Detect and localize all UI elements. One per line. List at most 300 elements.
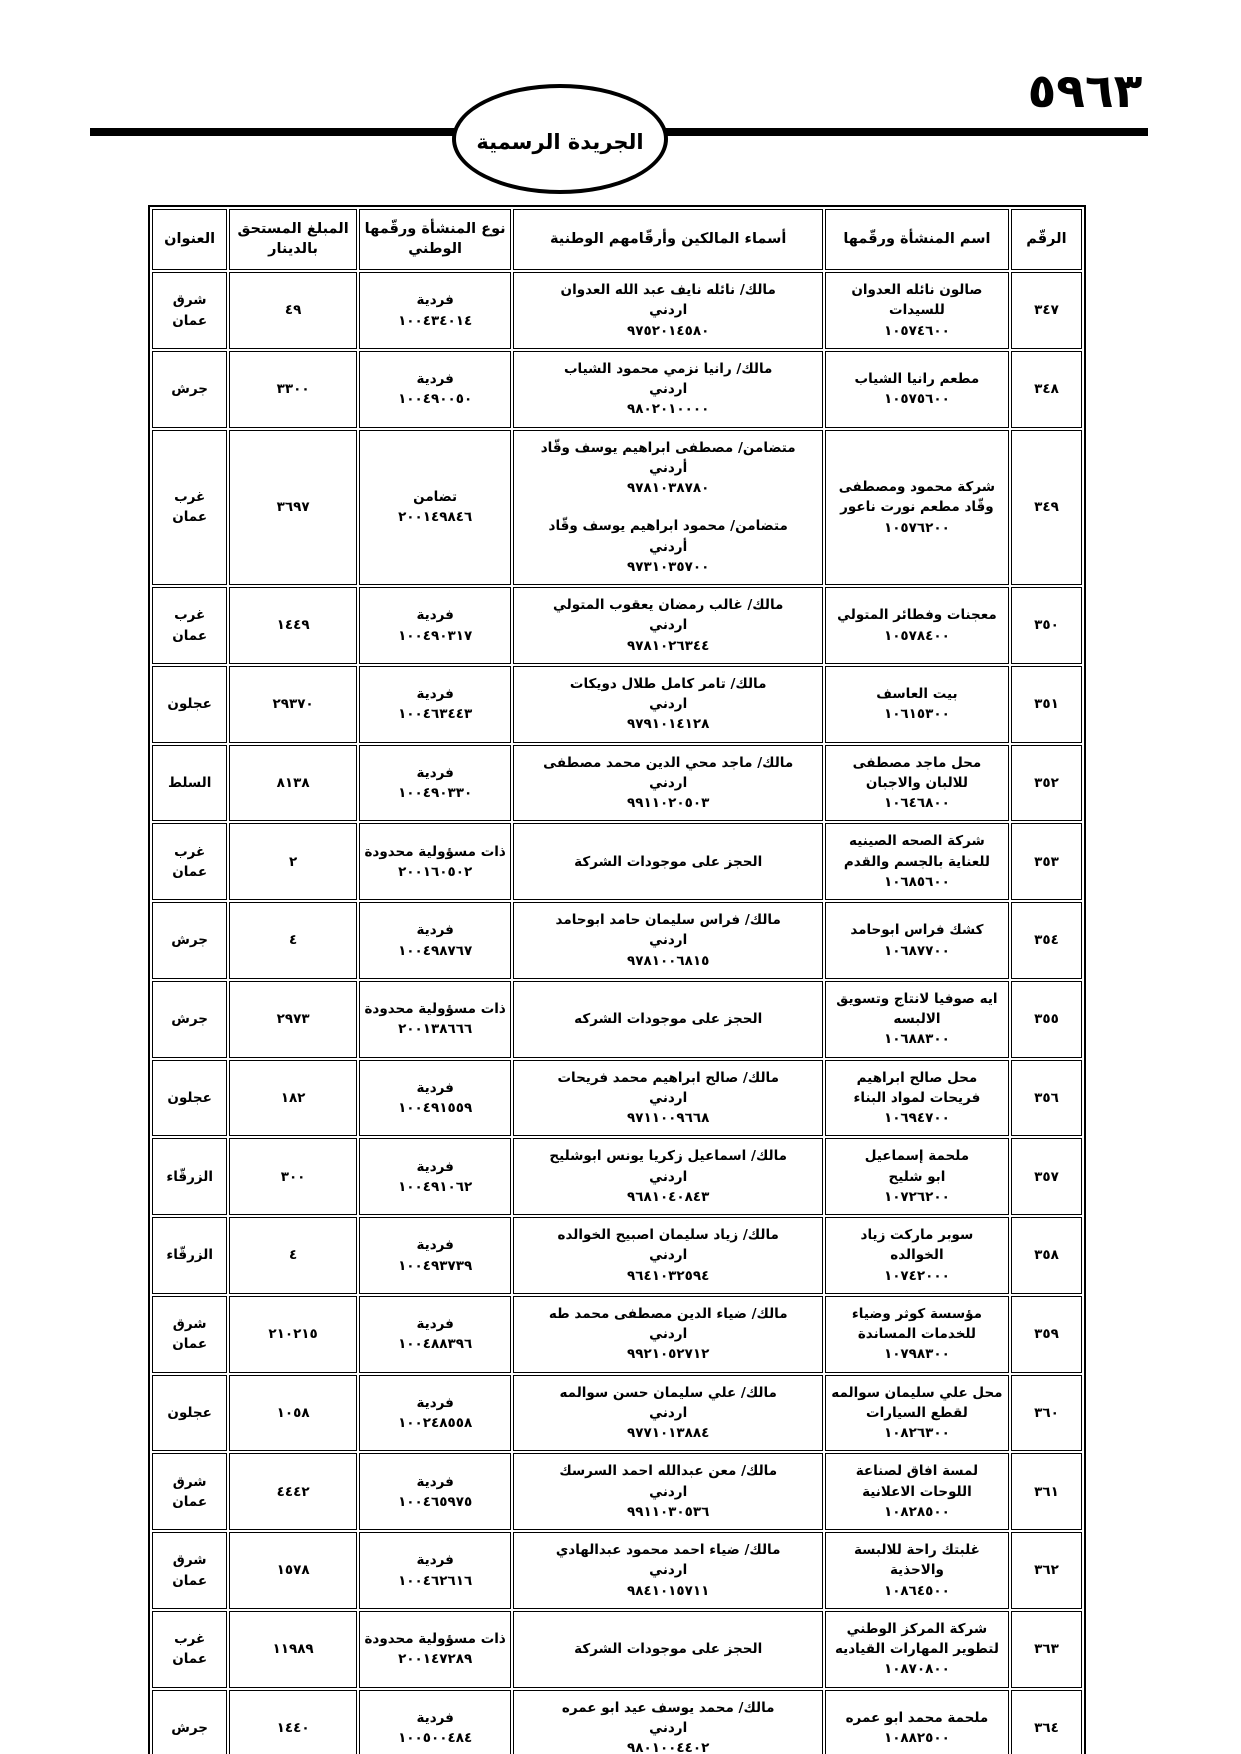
cell-entity_type — [359, 1296, 512, 1373]
cell-owners — [513, 1138, 822, 1215]
cell-line: ٢٩٧٣ — [276, 1011, 310, 1028]
table-row — [152, 351, 1082, 428]
cell-line: مالك/ نائله نايف عبد الله العدوان — [560, 282, 776, 299]
cell-line: اردني — [649, 1247, 688, 1264]
cell-line: ٣٦١ — [1034, 1483, 1059, 1500]
cell-line: ١٠٠٤٩٨٧٦٧ — [398, 942, 473, 959]
cell-line: ذات مسؤولية محدودة — [364, 1631, 506, 1647]
cell-line: ٩٨٠٢٠١٠٠٠٠ — [626, 401, 710, 418]
table-row — [152, 1690, 1082, 1754]
cell-line: اردني — [649, 1089, 688, 1106]
cell-line: أردني — [649, 459, 688, 476]
cell-line: مالك/ علي سليمان حسن سوالمه — [559, 1384, 777, 1401]
registry-table-header-row — [152, 209, 1082, 270]
cell-address — [152, 272, 227, 349]
cell-line: ١٠٨٢٦٣٠٠ — [883, 1425, 950, 1442]
cell-owners — [513, 1296, 822, 1373]
cell-line: ٩٨٠١٠٠٤٤٠٢ — [626, 1740, 710, 1754]
cell-establishment — [825, 902, 1009, 979]
cell-line: اردني — [649, 932, 688, 949]
cell-owners — [513, 1375, 822, 1452]
cell-line: ٣٥٥ — [1034, 1011, 1059, 1028]
cell-entity_type — [359, 981, 512, 1058]
cell-amount_jd — [229, 351, 357, 428]
cell-number — [1011, 272, 1082, 349]
column-header-2: أسماء المالكين وأرقّامهم الوطنية — [513, 209, 822, 270]
cell-line: شرق — [172, 292, 207, 309]
page-number: ٥٩٦٣ — [1027, 64, 1143, 119]
cell-entity_type — [359, 823, 512, 900]
cell-line: الحجز على موجودات الشركة — [574, 853, 763, 870]
cell-owners — [513, 272, 822, 349]
cell-amount_jd — [229, 1060, 357, 1137]
cell-line: ١٠٨٦٤٥٠٠ — [883, 1582, 950, 1599]
cell-entity_type — [359, 745, 512, 822]
cell-line: ذات مسؤولية محدودة — [364, 843, 506, 860]
cell-line: اردني — [649, 302, 688, 319]
cell-line: ٣٥٩ — [1034, 1326, 1059, 1343]
cell-line: ١٠٠٤٩٠٣١٧ — [398, 627, 473, 644]
column-header-0: الرقّم — [1011, 209, 1082, 270]
cell-line: ١٠٠٤٩١٥٥٩ — [398, 1100, 473, 1116]
cell-line: ٣٦٣ — [1034, 1641, 1059, 1658]
table-row — [152, 823, 1082, 900]
cell-owners — [513, 666, 822, 743]
cell-amount_jd — [229, 666, 357, 743]
cell-establishment — [825, 430, 1009, 586]
cell-line: ٣٠٠ — [280, 1168, 306, 1185]
cell-line: مالك/ غالب رمضان يعقوب المتولي — [553, 597, 784, 614]
cell-establishment — [825, 1375, 1009, 1452]
cell-number — [1011, 1138, 1082, 1215]
cell-line: مالك/ صالح ابراهيم محمد فريحات — [557, 1069, 779, 1086]
cell-line: ١٠٧٢٦٢٠٠ — [883, 1188, 950, 1205]
cell-line: الحجز على موجودات الشركه — [574, 1011, 763, 1028]
table-row — [152, 902, 1082, 979]
cell-establishment — [825, 1060, 1009, 1137]
cell-amount_jd — [229, 272, 357, 349]
table-row — [152, 666, 1082, 743]
cell-line: ٢٩٣٧٠ — [272, 696, 314, 713]
cell-line: ١٠٥٧٥٦٠٠ — [883, 391, 950, 408]
cell-line: لتطوير المهارات القياديه — [834, 1641, 999, 1658]
cell-number — [1011, 1453, 1082, 1530]
table-row — [152, 1453, 1082, 1530]
cell-line: ٣٥٠ — [1034, 617, 1059, 634]
cell-line: ٩٩١١٠٢٠٥٠٣ — [626, 795, 710, 812]
cell-line: ١٠٠٤٩٣٧٣٩ — [398, 1257, 473, 1274]
cell-establishment — [825, 1217, 1009, 1294]
cell-number — [1011, 1375, 1082, 1452]
cell-line: مالك/ تامر كامل طلال دويكات — [569, 675, 767, 692]
cell-address — [152, 981, 227, 1058]
cell-line: عجلون — [167, 696, 212, 713]
cell-line: فردية — [416, 292, 454, 309]
cell-entity_type — [359, 587, 512, 664]
cell-line: فردية — [416, 1709, 454, 1726]
table-row — [152, 1296, 1082, 1373]
cell-line: ٩٧٥٢٠١٤٥٨٠ — [626, 322, 710, 339]
cell-line: فردية — [416, 686, 454, 702]
cell-owners — [513, 1690, 822, 1754]
cell-line: غرب — [174, 843, 206, 860]
cell-line: ١٠٦١٥٣٠٠ — [883, 706, 950, 723]
cell-line: للعناية بالجسم والقدم — [843, 853, 991, 870]
cell-line: عمان — [172, 1572, 208, 1589]
cell-line: كشك فراس ابوحامد — [850, 922, 984, 939]
cell-address — [152, 666, 227, 743]
cell-address — [152, 1375, 227, 1452]
gazette-seal — [452, 84, 668, 194]
column-header-3: نوع المنشأة ورقّمها الوطني — [359, 209, 512, 270]
cell-line: اردني — [649, 1562, 688, 1579]
cell-line: ٩٨٤١٠١٥٧١١ — [626, 1582, 710, 1599]
cell-line: ٣٥٤ — [1034, 932, 1059, 949]
cell-line: ١٠٠٥٠٠٤٨٤ — [398, 1730, 473, 1746]
cell-number — [1011, 1217, 1082, 1294]
cell-line: مالك/ زياد سليمان اصبيح الخوالده — [557, 1227, 779, 1244]
cell-line: مالك/ فراس سليمان حامد ابوحامد — [555, 912, 781, 929]
cell-line: فردية — [416, 1158, 454, 1175]
cell-establishment — [825, 981, 1009, 1058]
cell-line: ٤٩ — [284, 302, 302, 319]
cell-owners — [513, 587, 822, 664]
cell-amount_jd — [229, 981, 357, 1058]
cell-line: ٢٠٠١٣٨٦٦٦ — [398, 1021, 473, 1038]
cell-number — [1011, 430, 1082, 586]
cell-line: عمان — [172, 312, 208, 329]
cell-line: ١٠٨٢٨٥٠٠ — [883, 1503, 950, 1520]
cell-entity_type — [359, 1532, 512, 1609]
cell-line: بيت العاسف — [876, 686, 958, 702]
cell-line: مالك/ محمد يوسف عيد ابو عمره — [561, 1699, 775, 1716]
cell-line: ٤ — [288, 1247, 298, 1264]
cell-entity_type — [359, 1453, 512, 1530]
cell-establishment — [825, 1138, 1009, 1215]
cell-owners — [513, 745, 822, 822]
cell-number — [1011, 1060, 1082, 1137]
cell-line: ٣٥٦ — [1034, 1089, 1059, 1106]
cell-line: للالبان والاجبان — [865, 774, 968, 791]
cell-amount_jd — [229, 902, 357, 979]
cell-line: شرق — [172, 1316, 207, 1332]
cell-establishment — [825, 1611, 1009, 1688]
cell-amount_jd — [229, 1690, 357, 1754]
table-row — [152, 430, 1082, 586]
cell-line: متضامن/ محمود ابراهيم يوسف وقّاد — [548, 518, 788, 535]
cell-number — [1011, 351, 1082, 428]
cell-establishment — [825, 587, 1009, 664]
cell-line: شركة المركز الوطني — [846, 1620, 988, 1637]
cell-line: ١٠٧٩٨٣٠٠ — [883, 1346, 950, 1363]
cell-owners — [513, 823, 822, 900]
cell-line: عمان — [172, 1651, 208, 1668]
cell-number — [1011, 1690, 1082, 1754]
cell-line: مالك/ ضياء الدين مصطفى محمد طه — [548, 1305, 788, 1322]
cell-owners — [513, 430, 822, 586]
cell-establishment — [825, 666, 1009, 743]
cell-line: ١٠٦٨٧٧٠٠ — [883, 942, 950, 959]
cell-line: ٣٥٧ — [1034, 1168, 1059, 1185]
table-row — [152, 587, 1082, 664]
gazette-title: الجريدة الرسمية — [476, 130, 644, 154]
cell-line: ابو شليح — [888, 1168, 946, 1185]
cell-line: جرش — [171, 932, 209, 949]
cell-line: الالبسه — [893, 1011, 941, 1028]
cell-line: ١٠٦٨٥٦٠٠ — [883, 873, 950, 890]
cell-line: ٩٧٣١٠٣٥٧٠٠ — [626, 558, 710, 575]
cell-line: لمسة افاق لصناعة — [855, 1463, 979, 1480]
cell-amount_jd — [229, 1532, 357, 1609]
cell-line: اردني — [649, 774, 688, 791]
cell-line: فردية — [416, 1316, 454, 1332]
cell-address — [152, 745, 227, 822]
cell-line: ملحمة محمد ابو عمره — [845, 1709, 989, 1726]
cell-line: الخوالده — [890, 1247, 944, 1264]
cell-line: ١٠٠٤٣٤٠١٤ — [398, 312, 473, 329]
cell-line: محل علي سليمان سوالمه — [831, 1384, 1003, 1401]
cell-line: الحجز على موجودات الشركة — [574, 1641, 763, 1658]
cell-line: ١٥٧٨ — [276, 1562, 310, 1579]
cell-amount_jd — [229, 823, 357, 900]
cell-address — [152, 1217, 227, 1294]
cell-amount_jd — [229, 430, 357, 586]
cell-line: مالك/ ضياء احمد محمود عبدالهادي — [555, 1542, 781, 1559]
cell-amount_jd — [229, 1375, 357, 1452]
cell-owners — [513, 902, 822, 979]
cell-line: ١٠٠٤٦٢٦١٦ — [398, 1572, 473, 1589]
cell-line: فردية — [416, 922, 454, 939]
cell-number — [1011, 666, 1082, 743]
cell-line: مالك/ رانيا نزمي محمود الشياب — [563, 360, 773, 377]
cell-line: ١٠٦٨٨٣٠٠ — [883, 1031, 950, 1048]
cell-line: ١٠٧٤٢٠٠٠ — [883, 1267, 950, 1284]
cell-line: شرق — [172, 1473, 207, 1490]
cell-line: ٩٧٨١٠٢٦٣٤٤ — [626, 637, 710, 654]
cell-line: مالك/ ماجد محي الدين محمد مصطفى — [543, 754, 794, 771]
cell-line: مالك/ اسماعيل زكريا يونس ابوشليح — [549, 1148, 788, 1165]
cell-line: جرش — [171, 1719, 209, 1736]
cell-line: السلط — [167, 774, 212, 791]
cell-owners — [513, 981, 822, 1058]
registry-table-wrap — [148, 205, 1086, 1754]
cell-address — [152, 587, 227, 664]
cell-line: ٩٧٨١٠٠٦٨١٥ — [626, 952, 710, 969]
cell-line: الزرقّاء — [166, 1168, 213, 1185]
cell-amount_jd — [229, 1453, 357, 1530]
owner-separator — [517, 498, 818, 516]
cell-line: اردني — [649, 1483, 688, 1500]
cell-line: ايه صوفيا لانتاج وتسويق — [836, 990, 998, 1007]
table-row — [152, 1532, 1082, 1609]
cell-number — [1011, 902, 1082, 979]
cell-address — [152, 1453, 227, 1530]
cell-line: ٣٦٩٧ — [276, 499, 310, 516]
cell-number — [1011, 1296, 1082, 1373]
cell-line: ١٠٦٩٤٧٠٠ — [883, 1110, 950, 1127]
cell-address — [152, 902, 227, 979]
cell-address — [152, 1611, 227, 1688]
cell-line: فردية — [416, 1394, 454, 1411]
cell-line: سوبر ماركت زياد — [860, 1227, 974, 1244]
cell-line: صالون نائله العدوان — [851, 282, 983, 299]
cell-entity_type — [359, 1060, 512, 1137]
cell-line: ٨١٣٨ — [276, 774, 310, 791]
cell-line: ١٠٥٨ — [276, 1404, 310, 1421]
cell-line: شرق — [172, 1552, 207, 1569]
cell-line: ١٠٥٧٨٤٠٠ — [883, 627, 950, 644]
cell-amount_jd — [229, 1217, 357, 1294]
cell-line: محل صالح ابراهيم — [856, 1069, 978, 1086]
cell-address — [152, 1690, 227, 1754]
cell-amount_jd — [229, 587, 357, 664]
cell-line: ١٤٤٩ — [276, 617, 310, 634]
cell-line: غلبتك راحة للالبسة — [853, 1542, 980, 1559]
cell-line: ٩٩١١٠٣٠٥٣٦ — [626, 1503, 710, 1520]
cell-line: جرش — [171, 381, 209, 398]
cell-entity_type — [359, 351, 512, 428]
cell-number — [1011, 745, 1082, 822]
cell-line: وقّاد مطعم نورت ناعور — [840, 499, 994, 516]
cell-line: ١٠٠٤٦٥٩٧٥ — [398, 1493, 473, 1510]
cell-line: ٩٩٢١٠٥٢٧١٢ — [626, 1346, 710, 1363]
cell-entity_type — [359, 902, 512, 979]
cell-amount_jd — [229, 745, 357, 822]
cell-line: جرش — [171, 1011, 209, 1028]
cell-address — [152, 430, 227, 586]
cell-line: ٤ — [288, 932, 298, 949]
cell-line: غرب — [174, 489, 206, 506]
column-header-4: المبلغ المستحق بالدينار — [229, 209, 357, 270]
cell-line: ذات مسؤولية محدودة — [364, 1001, 506, 1017]
cell-line: ١٨٢ — [280, 1089, 306, 1106]
cell-entity_type — [359, 272, 512, 349]
cell-line: تضامن — [413, 489, 458, 506]
cell-entity_type — [359, 1690, 512, 1754]
cell-entity_type — [359, 1138, 512, 1215]
cell-line: ٣٣٠٠ — [276, 381, 310, 398]
cell-establishment — [825, 1296, 1009, 1373]
cell-line: اردني — [649, 381, 688, 398]
cell-establishment — [825, 1453, 1009, 1530]
cell-line: الزرقّاء — [166, 1247, 213, 1264]
cell-entity_type — [359, 1375, 512, 1452]
cell-line: فردية — [416, 607, 454, 624]
cell-entity_type — [359, 1217, 512, 1294]
cell-line: اردني — [649, 1168, 688, 1185]
cell-establishment — [825, 1690, 1009, 1754]
cell-line: والاحذية — [889, 1562, 944, 1579]
cell-line: فريحات لمواد البناء — [853, 1089, 981, 1106]
cell-line: فردية — [416, 371, 454, 387]
cell-line: عمان — [172, 1493, 208, 1510]
table-row — [152, 272, 1082, 349]
cell-line: غرب — [174, 1631, 206, 1647]
cell-line: ٩٧٧١٠١٣٨٨٤ — [626, 1425, 710, 1442]
table-row — [152, 1217, 1082, 1294]
cell-address — [152, 1532, 227, 1609]
cell-line: مالك/ معن عبدالله احمد السرسك — [559, 1463, 778, 1480]
cell-line: اردني — [649, 1404, 688, 1421]
cell-line: ٣٦٠ — [1034, 1404, 1059, 1421]
cell-line: عمان — [172, 863, 208, 880]
cell-line: عجلون — [167, 1089, 212, 1106]
table-row — [152, 1611, 1082, 1688]
cell-line: ٤٤٤٢ — [276, 1483, 310, 1500]
cell-establishment — [825, 351, 1009, 428]
cell-line: مطعم رانيا الشياب — [854, 371, 980, 387]
cell-number — [1011, 587, 1082, 664]
cell-address — [152, 351, 227, 428]
cell-line: ١١٩٨٩ — [272, 1641, 314, 1658]
cell-line: ٩٦٨١٠٤٠٨٤٣ — [626, 1188, 710, 1205]
cell-line: ١٠٨٧٠٨٠٠ — [883, 1661, 950, 1678]
cell-line: ١٤٤٠ — [276, 1719, 310, 1736]
cell-number — [1011, 1611, 1082, 1688]
cell-line: ٢٠٠١٤٧٢٨٩ — [398, 1651, 473, 1668]
registry-table — [148, 205, 1086, 1754]
cell-line: شركة الصحه الصينيه — [849, 833, 985, 850]
cell-owners — [513, 1611, 822, 1688]
cell-line: ٢٠٠١٤٩٨٤٦ — [398, 509, 473, 526]
cell-line: للخدمات المساندة — [857, 1326, 977, 1343]
cell-address — [152, 1296, 227, 1373]
cell-line: ٣٤٩ — [1034, 499, 1059, 516]
cell-line: فردية — [416, 1552, 454, 1569]
cell-address — [152, 1060, 227, 1137]
cell-line: عجلون — [167, 1404, 212, 1421]
cell-establishment — [825, 1532, 1009, 1609]
cell-line: عمان — [172, 1336, 208, 1353]
cell-line: فردية — [416, 1473, 454, 1490]
cell-line: اردني — [649, 696, 688, 713]
cell-establishment — [825, 745, 1009, 822]
cell-establishment — [825, 823, 1009, 900]
cell-owners — [513, 1453, 822, 1530]
cell-line: ٣٥٣ — [1034, 853, 1059, 870]
cell-line: معجنات وفطائر المتولي — [837, 607, 997, 624]
cell-line: اردني — [649, 1326, 688, 1343]
cell-line: اردني — [649, 617, 688, 634]
cell-line: ١٠٥٧٦٢٠٠ — [883, 519, 950, 536]
table-row — [152, 1060, 1082, 1137]
cell-line: عمان — [172, 509, 208, 526]
cell-line: فردية — [416, 1079, 454, 1096]
cell-line: ٩٦٤١٠٣٢٥٩٤ — [626, 1267, 710, 1284]
cell-line: ٢١٠٢١٥ — [268, 1326, 318, 1343]
table-row — [152, 1375, 1082, 1452]
cell-owners — [513, 351, 822, 428]
column-header-5: العنوان — [152, 209, 227, 270]
cell-line: ١٠٠٤٩١٠٦٢ — [398, 1178, 473, 1195]
cell-line: عمان — [172, 627, 208, 644]
cell-amount_jd — [229, 1296, 357, 1373]
cell-line: غرب — [174, 607, 206, 624]
cell-line: ٣٤٧ — [1034, 302, 1059, 319]
column-header-1: اسم المنشأة ورقّمها — [825, 209, 1009, 270]
cell-line: ملحمة إسماعيل — [864, 1148, 970, 1165]
cell-line: ١٠٨٨٢٥٠٠ — [883, 1730, 950, 1746]
cell-line: ٣٥١ — [1034, 696, 1059, 713]
cell-line: ١٠٠٤٩٠٣٣٠ — [398, 785, 473, 801]
cell-line: ٣٦٢ — [1034, 1562, 1059, 1579]
cell-amount_jd — [229, 1611, 357, 1688]
cell-entity_type — [359, 430, 512, 586]
cell-line: ٣٤٨ — [1034, 381, 1059, 398]
table-row — [152, 1138, 1082, 1215]
cell-line: أردني — [649, 538, 688, 555]
cell-line: شركة محمود ومصطفى — [838, 479, 996, 495]
